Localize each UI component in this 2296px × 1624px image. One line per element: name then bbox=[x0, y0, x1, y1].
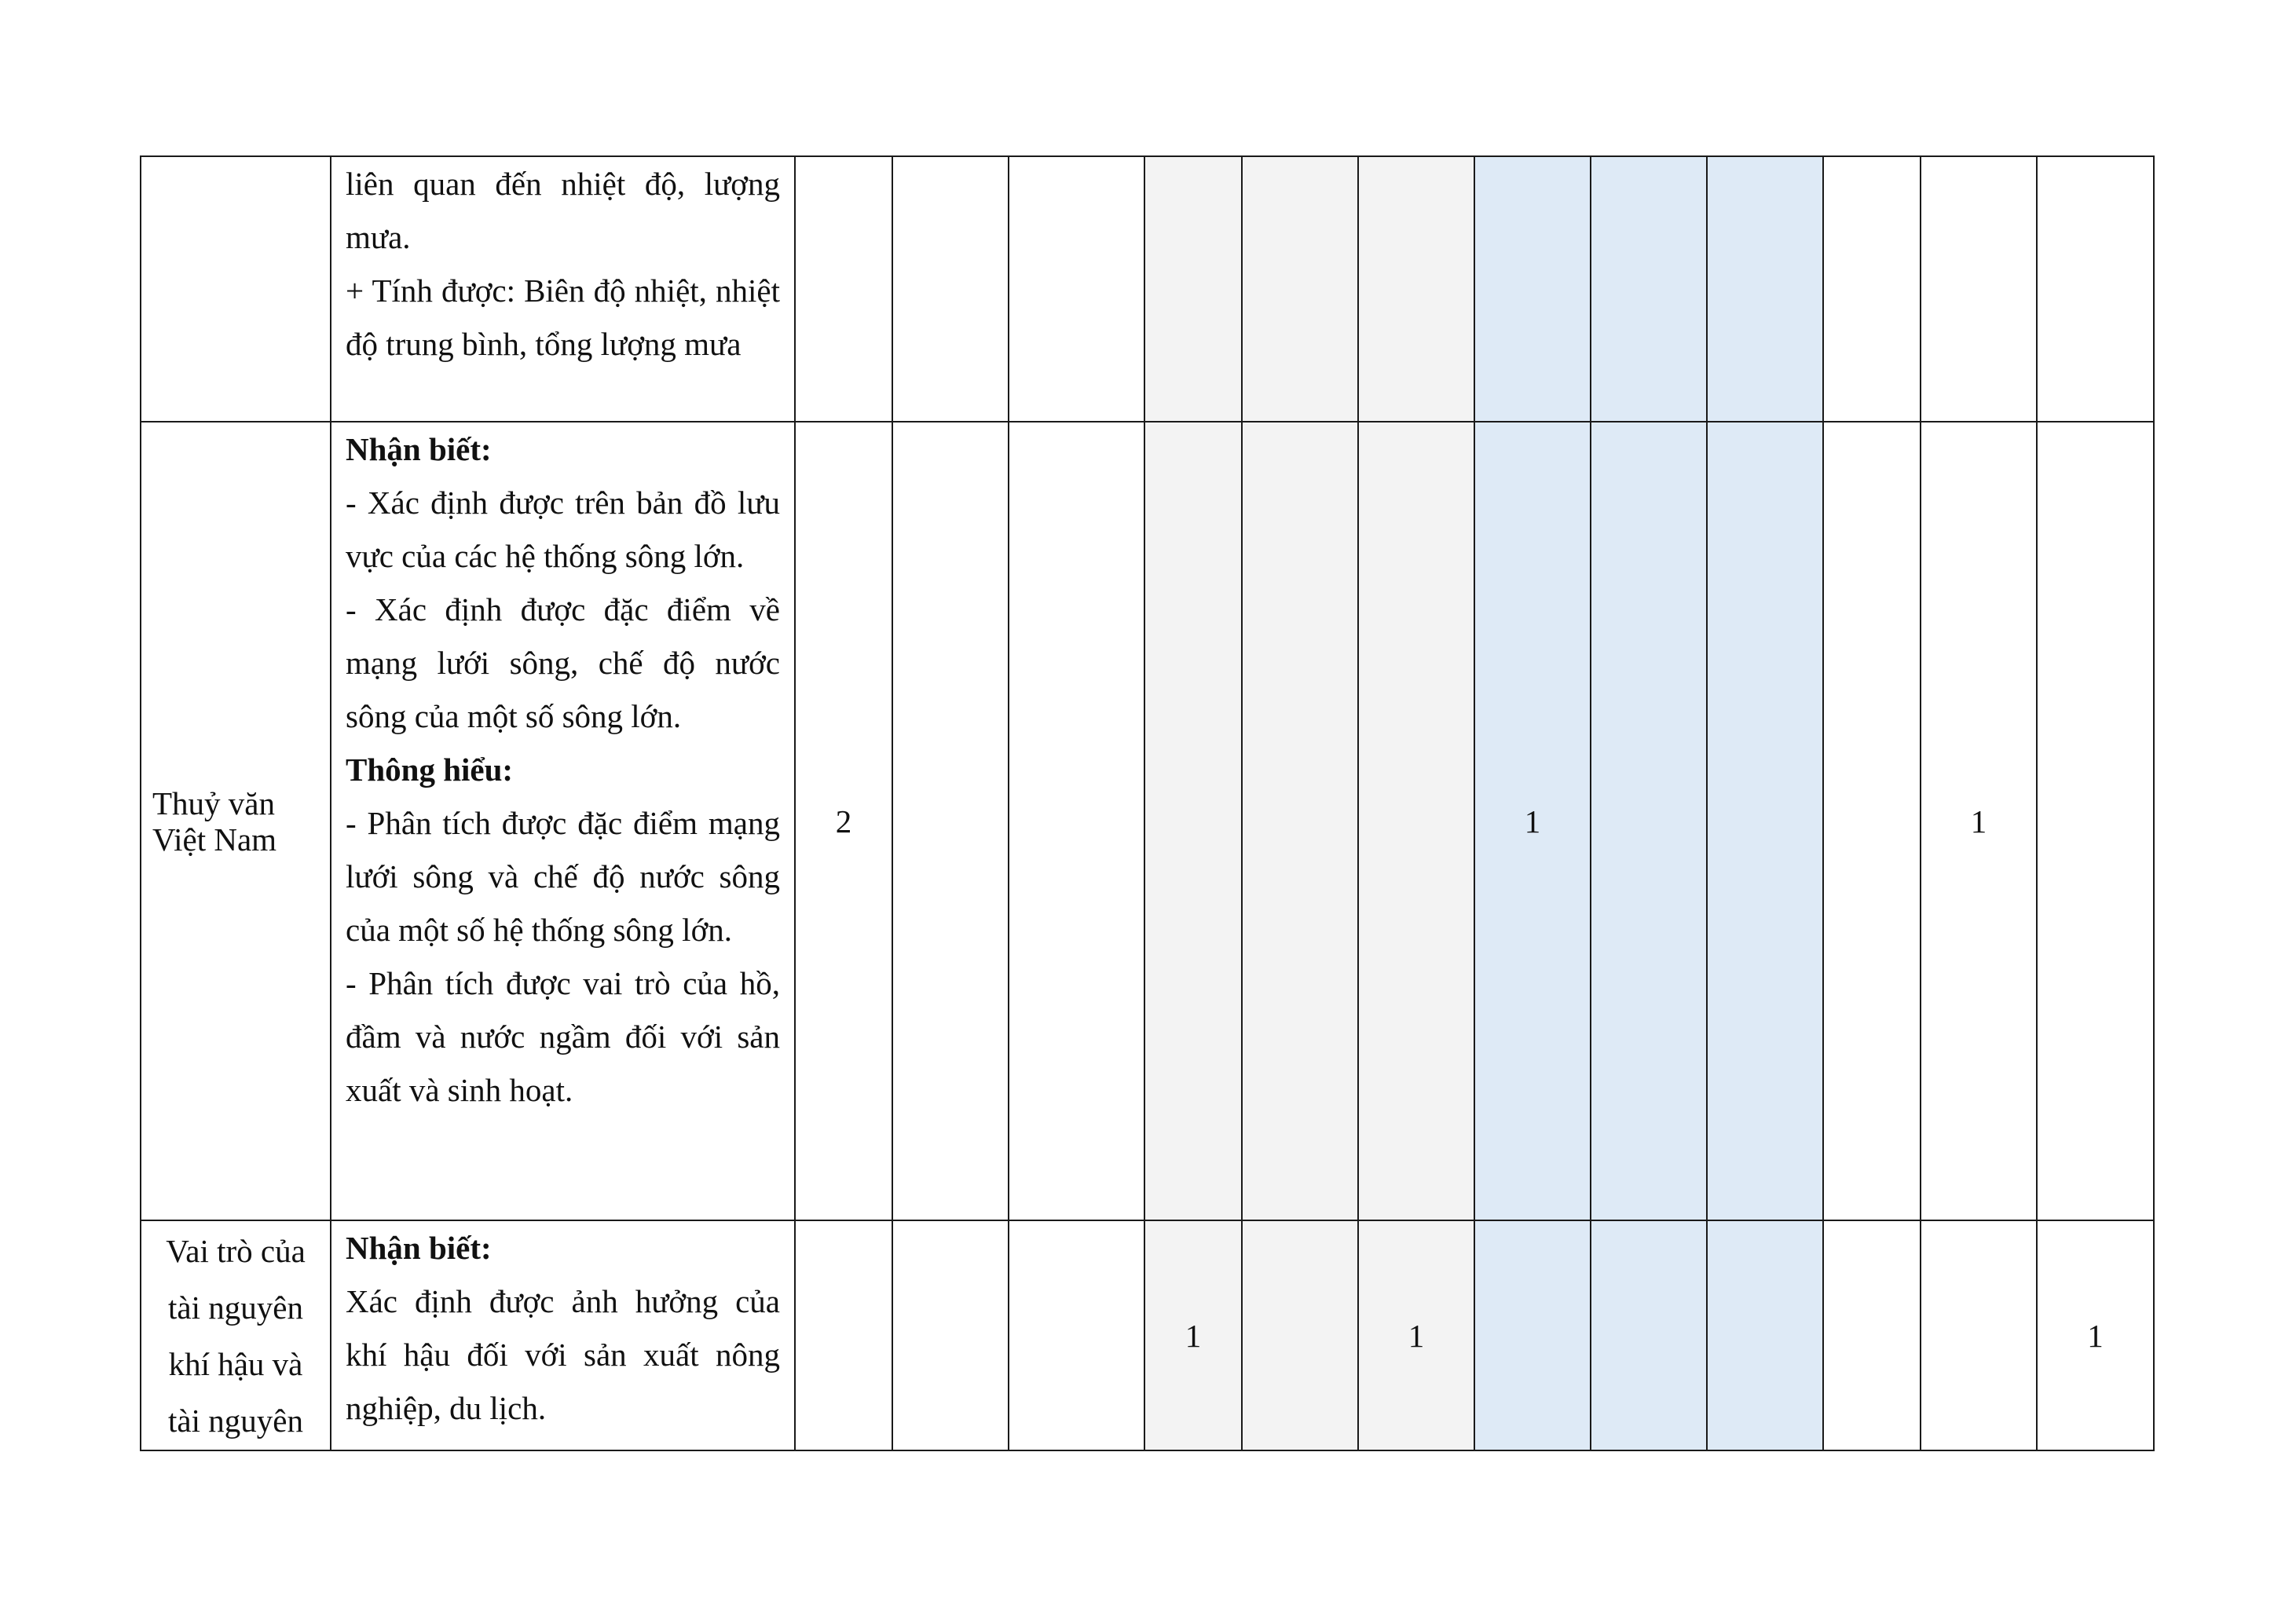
value-cell bbox=[795, 156, 892, 422]
knowledge-matrix-table bbox=[140, 155, 2155, 1451]
value-cell bbox=[1707, 156, 1823, 422]
value-cell bbox=[1358, 156, 1474, 422]
value-cell bbox=[892, 422, 1009, 1220]
description-line: liên quan đến nhiệt độ, lượng mưa. bbox=[346, 166, 780, 255]
description-cell bbox=[331, 156, 795, 422]
value-cell bbox=[1144, 422, 1242, 1220]
value-cell bbox=[1242, 1220, 1358, 1450]
table-row bbox=[141, 422, 2154, 1220]
value-cell bbox=[1474, 1220, 1591, 1450]
value-cell bbox=[1591, 422, 1707, 1220]
topic-cell: Thuỷ văn Việt Nam bbox=[141, 422, 331, 1220]
value-cell bbox=[1591, 156, 1707, 422]
description-line: - Xác định được trên bản đồ lưu vực của các hệ thống sông lớn. bbox=[346, 485, 780, 574]
value-cell: 1 bbox=[2037, 1220, 2154, 1450]
description-line: Xác định được ảnh hưởng của khí hậu đối với sản xuất nông nghiệp, du lịch. bbox=[346, 1283, 780, 1426]
value-cell bbox=[1358, 422, 1474, 1220]
topic-cell bbox=[141, 156, 331, 422]
value-cell bbox=[892, 156, 1009, 422]
value-cell bbox=[1921, 156, 2037, 422]
table-row bbox=[141, 1220, 2154, 1450]
value-cell bbox=[1242, 156, 1358, 422]
value-cell bbox=[2037, 422, 2154, 1220]
description-cell bbox=[331, 422, 795, 1220]
value-cell bbox=[1823, 422, 1921, 1220]
value-cell: 1 bbox=[1474, 422, 1591, 1220]
value-cell bbox=[2037, 156, 2154, 422]
description-line: - Phân tích được vai trò của hồ, đầm và nước ngầm đối với sản xuất và sinh hoạt. bbox=[346, 965, 780, 1108]
value-cell bbox=[1823, 156, 1921, 422]
value-cell bbox=[795, 1220, 892, 1450]
table-row bbox=[141, 156, 2154, 422]
value-cell bbox=[1921, 1220, 2037, 1450]
description-cell bbox=[331, 1220, 795, 1450]
description-heading: Nhận biết: bbox=[346, 1230, 492, 1266]
value-cell: 1 bbox=[1358, 1220, 1474, 1450]
topic-cell: Vai trò của tài nguyên khí hậu và tài nguyên bbox=[141, 1220, 331, 1450]
value-cell bbox=[1591, 1220, 1707, 1450]
value-cell bbox=[1707, 1220, 1823, 1450]
value-cell bbox=[1707, 422, 1823, 1220]
description-heading: Thông hiểu: bbox=[346, 752, 514, 788]
value-cell bbox=[1242, 422, 1358, 1220]
description-line: - Xác định được đặc điểm về mạng lưới sông, chế độ nước sông của một số sông lớn. bbox=[346, 591, 780, 734]
value-cell bbox=[1474, 156, 1591, 422]
value-cell bbox=[1009, 422, 1144, 1220]
value-cell bbox=[1823, 1220, 1921, 1450]
description-line: + Tính được: Biên độ nhiệt, nhiệt độ trung bình, tổng lượng mưa bbox=[346, 272, 780, 362]
value-cell bbox=[892, 1220, 1009, 1450]
value-cell bbox=[1009, 156, 1144, 422]
value-cell: 1 bbox=[1144, 1220, 1242, 1450]
value-cell: 1 bbox=[1921, 422, 2037, 1220]
value-cell: 2 bbox=[795, 422, 892, 1220]
description-heading: Nhận biết: bbox=[346, 431, 492, 467]
value-cell bbox=[1144, 156, 1242, 422]
description-line: - Phân tích được đặc điểm mạng lưới sông và chế độ nước sông của một số hệ thống sông lớn. bbox=[346, 805, 780, 948]
value-cell bbox=[1009, 1220, 1144, 1450]
